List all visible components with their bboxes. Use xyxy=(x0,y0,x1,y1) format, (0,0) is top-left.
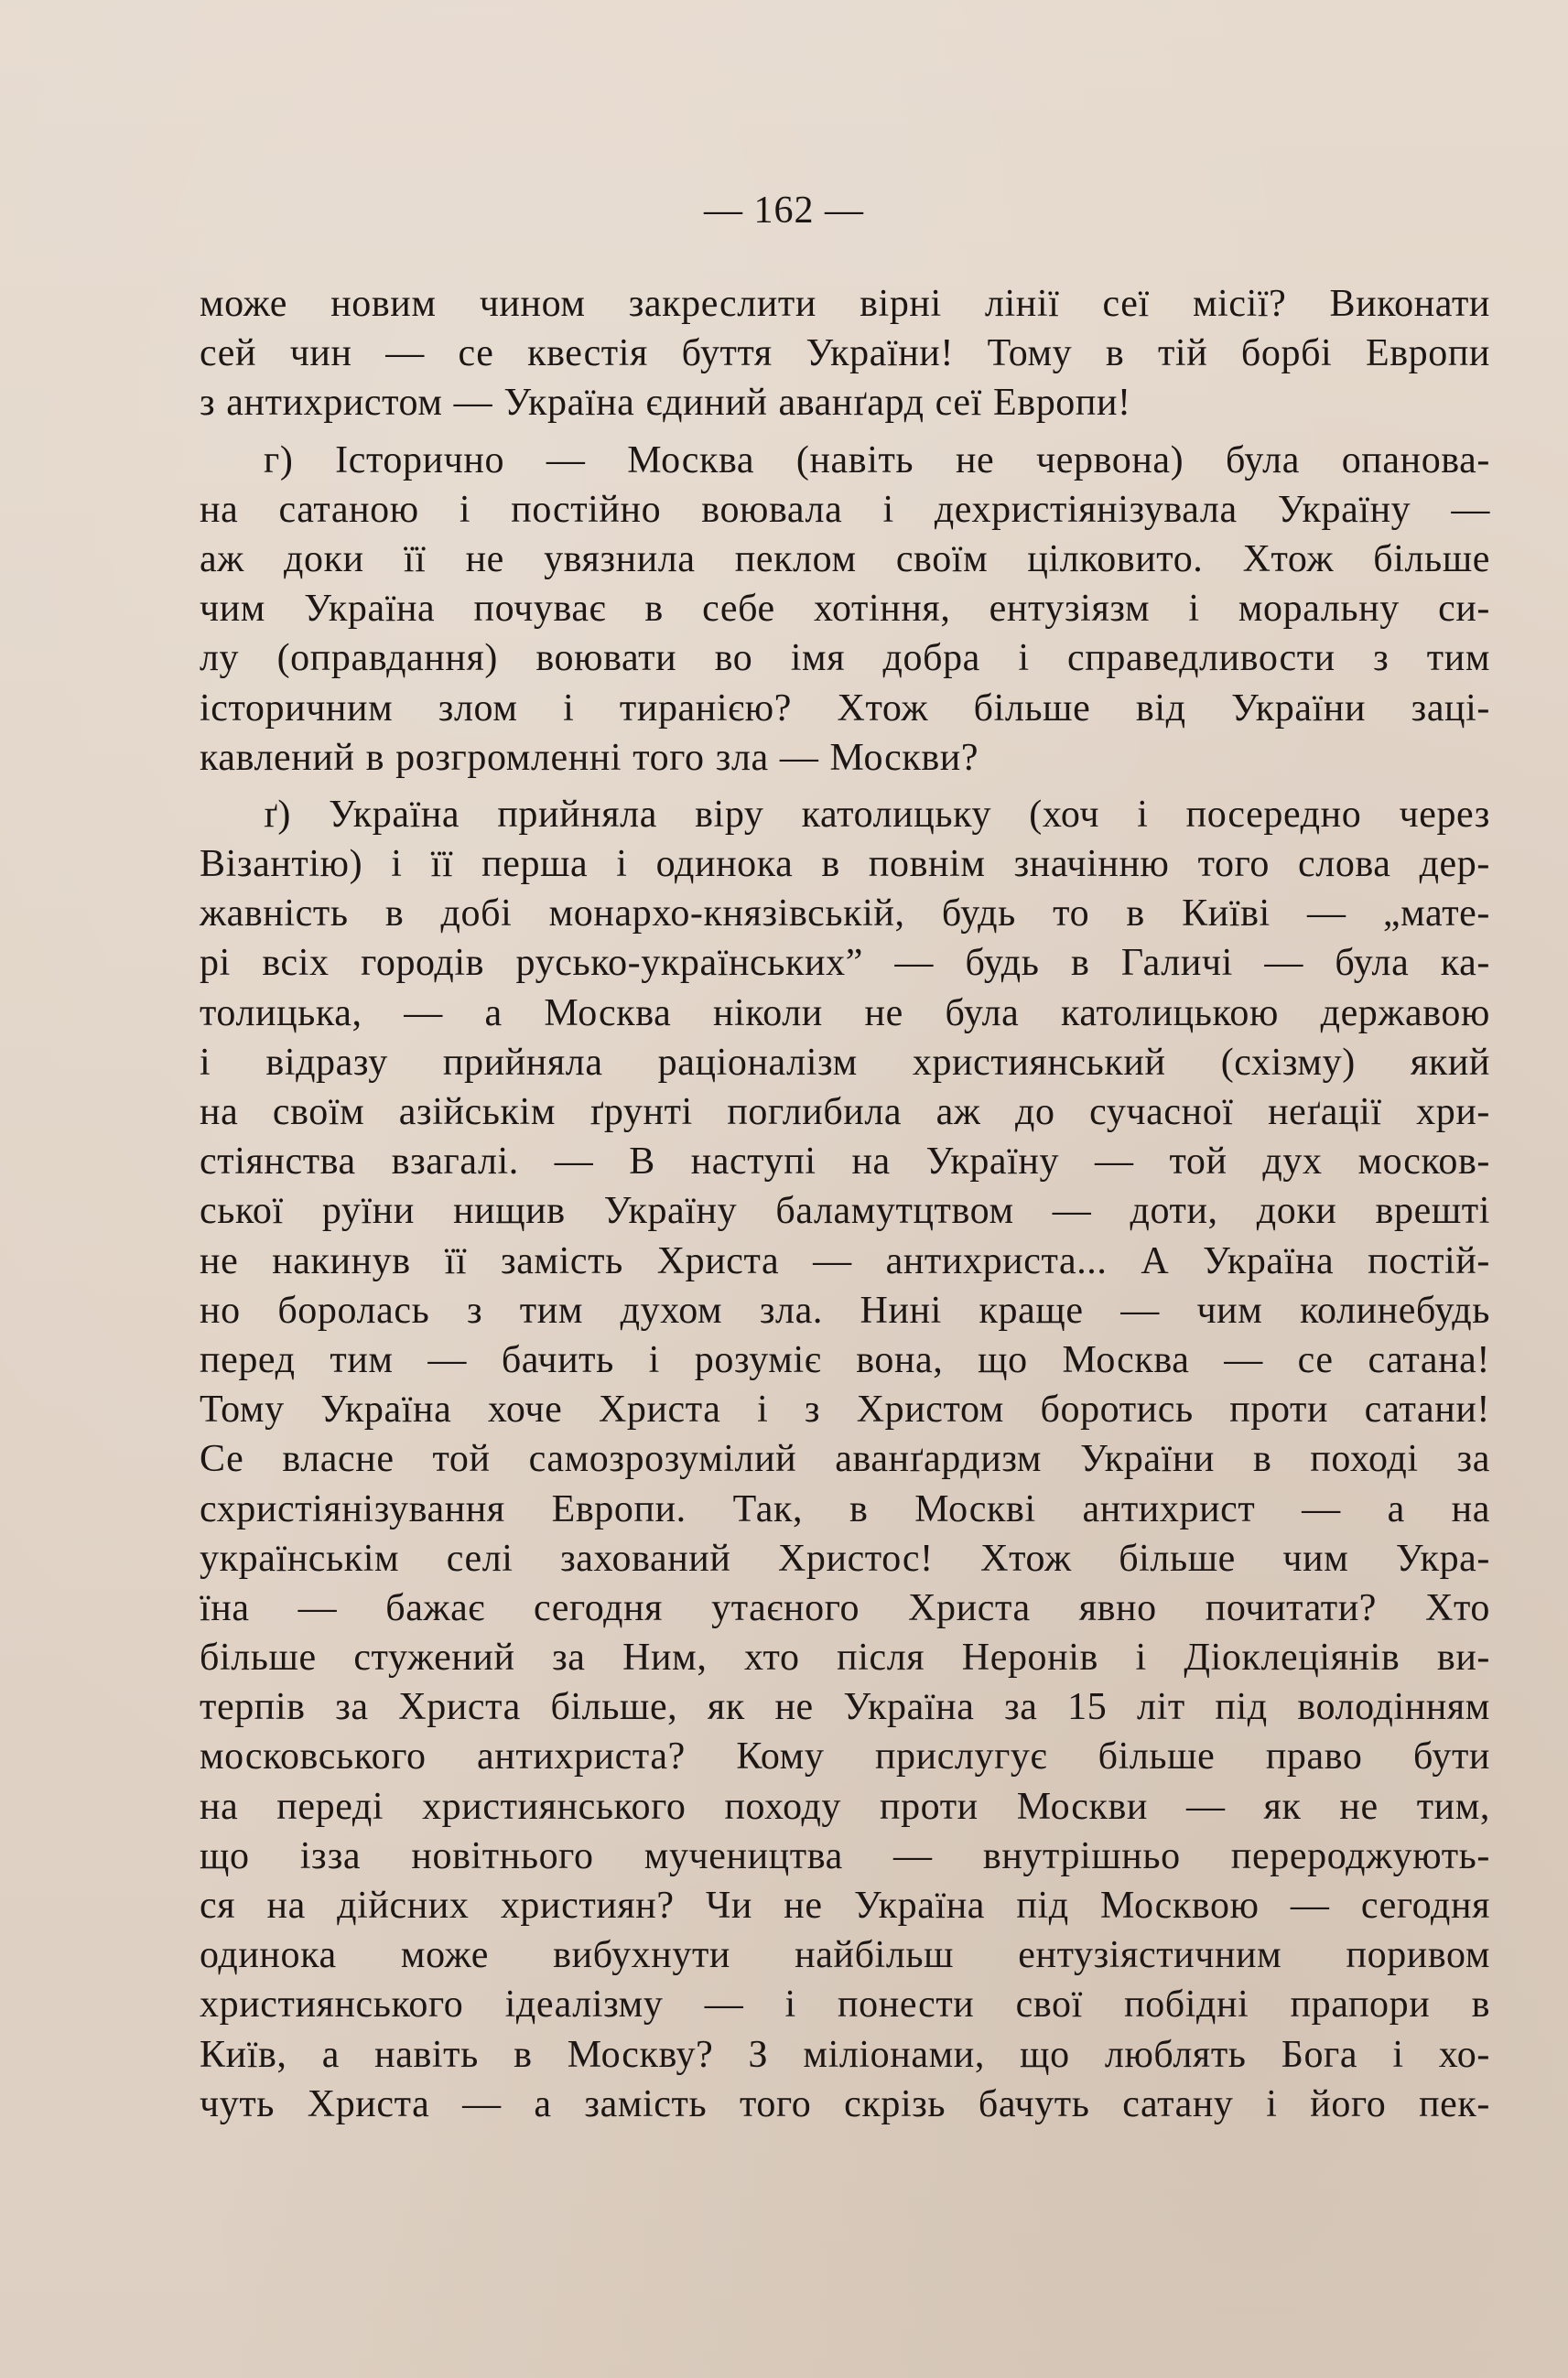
text-line: стіянства взагалі. — В наступі на Україну — той дух москов- xyxy=(200,1140,1490,1184)
text-line: ської руїни нищив Україну баламутцтвом — доти, доки врешті xyxy=(200,1190,1490,1233)
text-line: ся на дійсних християн? Чи не Україна під Москвою — сегодня xyxy=(200,1885,1490,1927)
text-line: перед тим — бачить і розуміє вона, що Москва — се сатана! xyxy=(200,1338,1490,1381)
body-text xyxy=(200,279,1490,2129)
text-line: Київ, а навіть в Москву? З міліонами, що люблять Бога і хо- xyxy=(200,2033,1490,2076)
text-line: на сатаною і постійно воювала і дехристіянізувала Україну — xyxy=(200,488,1490,531)
text-line: московського антихриста? Кому прислугує більше право бути xyxy=(200,1735,1490,1778)
text-line: аж доки її не увязнила пеклом своїм цілковито. Хтож більше xyxy=(200,537,1490,580)
text-line: жавність в добі монархо-князівській, будь то в Київі — „мате- xyxy=(200,892,1490,935)
text-line: лу (оправдання) воювати во імя добра і справедливости з тим xyxy=(200,637,1490,680)
text-line: Се власне той самозрозумілий аванґардизм України в поході за xyxy=(200,1438,1490,1481)
text-line: їна — бажає сегодня утаєного Христа явно почитати? Хто xyxy=(200,1586,1490,1629)
text-line: і відразу прийняла раціоналізм християнський (схізму) який xyxy=(200,1041,1490,1084)
text-line: ґ) Україна прийняла віру католицьку (хоч і посередно через xyxy=(264,793,1490,836)
text-line: но боролась з тим духом зла. Нині краще — чим колинебудь xyxy=(200,1289,1490,1332)
text-line: Візантію) і її перша і одинока в повнім значінню того слова дер- xyxy=(200,843,1490,886)
text-line: може новим чином закреслити вірні лінії сеї місії? Виконати xyxy=(200,283,1490,325)
text-line: не накинув її замість Христа — антихриста... А Україна постій- xyxy=(200,1239,1490,1282)
page-number: — 162 — xyxy=(704,189,864,232)
text-line: більше стужений за Ним, хто після Неронів і Діоклеціянів ви- xyxy=(200,1637,1490,1680)
text-line: рі всіх городів русько-українських” — будь в Галичі — була ка- xyxy=(200,942,1490,985)
paragraph xyxy=(200,436,1490,783)
text-line: одинока може вибухнути найбільш ентузіястичним поривом xyxy=(200,1934,1490,1977)
text-line: історичним злом і тиранією? Хтож більше від України заці- xyxy=(200,686,1490,730)
text-line: схристіянізування Европи. Так, в Москві антихрист — а на xyxy=(200,1487,1490,1530)
text-line: кавлений в розгромленні того зла — Москви? xyxy=(200,736,979,779)
text-line: Тому Україна хоче Христа і з Христом боротись проти сатани! xyxy=(200,1389,1490,1432)
text-line: християнського ідеалізму — і понести свої побідні прапори в xyxy=(200,1983,1490,2027)
text-line: толицька, — а Москва ніколи не була католицькою державою xyxy=(200,991,1490,1034)
paragraph xyxy=(200,790,1490,2129)
text-line: чуть Христа — а замість того скрізь бачуть сатану і його пек- xyxy=(200,2082,1490,2125)
text-line: чим Україна почуває в себе хотіння, ентузіязм і моральну си- xyxy=(200,588,1490,631)
text-line: українськім селі захований Христос! Хтож більше чим Укра- xyxy=(200,1537,1490,1580)
text-line: на переді християнського походу проти Москви — як не тим, xyxy=(200,1785,1490,1828)
text-line: з антихристом — Україна єдиний аванґард сеї Европи! xyxy=(200,382,1131,425)
text-line: сей чин — се квестія буття України! Тому в тій борбі Европи xyxy=(200,332,1490,375)
paragraph xyxy=(200,279,1490,428)
text-line: що ізза новітнього мучеництва — внутрішньо перероджують- xyxy=(200,1834,1490,1877)
text-line: на своїм азійськім ґрунті поглибила аж до сучасної неґації хри- xyxy=(200,1091,1490,1133)
text-line: г) Історично — Москва (навіть не червона) була опанова- xyxy=(264,438,1490,481)
text-line: терпів за Христа більше, як не Україна за 15 літ під володінням xyxy=(200,1686,1490,1729)
